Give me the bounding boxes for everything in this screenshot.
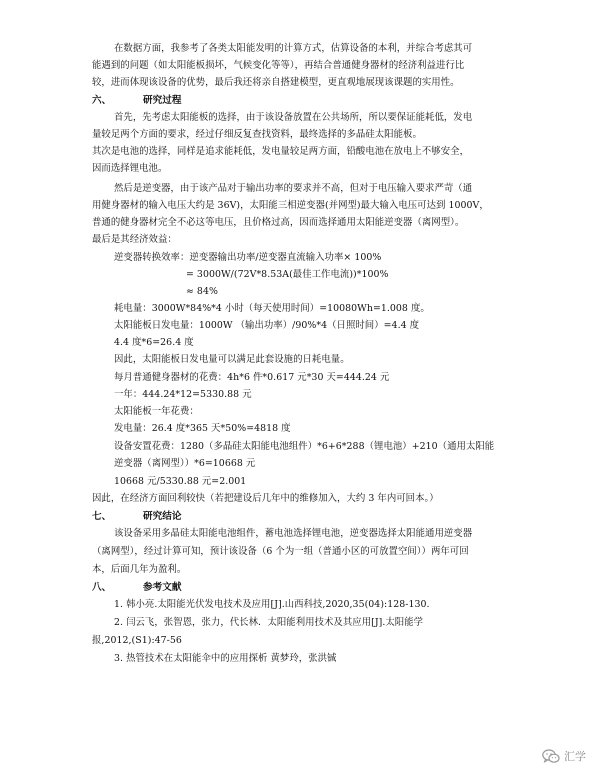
paragraph-line: 用健身器材的输入电压大约是 36V)，太阳能三相逆变器(并网型)最大输入电压可达到 1000V， [92, 200, 489, 211]
intro-line: 能遇到的问题（如太阳能板损坏，气候变化等等），再结合普通健身器材的经济利益进行比 [92, 60, 465, 71]
calc-line: 耗电量：3000W*84%*4 小时（每天使用时间）=10080Wh=1.008 度。 [114, 303, 430, 314]
section-number: 七、 [92, 511, 112, 522]
intro-line: 在数据方面，我参考了各类太阳能发明的计算方式，估算设备的本利，并综合考虑其可 [114, 43, 473, 54]
calc-line: 因此，在经济方面回利较快（若把建设后几年中的维修加入，大约 3 年内可回本。） [92, 493, 439, 504]
reference-item: 1. 韩小亮.太阳能光伏发电技术及应用[J].山西科技,2020,35(04):128-130. [114, 599, 430, 610]
calc-line: 发电量：26.4 度*365 天*50%=4818 度 [114, 423, 291, 434]
paragraph-line: 然后是逆变器，由于该产品对于输出功率的要求并不高，但对于电压输入要求严苛（通 [114, 183, 473, 194]
watermark-label: 汇学 [564, 750, 586, 763]
paragraph-line: 其次是电池的选择，同样是追求能耗低，发电量较足两方面，铅酸电池在放电上不够安全， [92, 146, 470, 157]
calc-line: = 3000W/(72V*8.53A(最佳工作电流))*100% [186, 269, 389, 280]
paragraph-line: 因而选择锂电池。 [92, 163, 168, 174]
calc-line: 逆变器（离网型））*6=10668 元 [114, 458, 256, 469]
paragraph-line: （离网型），经过计算可知，预计该设备（6 个为一组（普通小区的可放置空间））两年可回 [92, 546, 469, 557]
calc-line: ≈ 84% [186, 286, 218, 297]
calc-line: 每月普通健身器材的花费：4h*6 件*0.617 元*30 天=444.24 元 [114, 372, 390, 383]
wechat-icon [542, 749, 560, 764]
paragraph-line: 量较足两个方面的要求，经过仔细反复查找资料，最终选择的多晶硅太阳能板。 [92, 129, 422, 140]
calc-line: 太阳能板一年花费： [114, 406, 199, 417]
reference-item: 2. 闫云飞，张智恩，张力，代长林．太阳能利用技术及其应用[J].太阳能学 [114, 617, 424, 628]
section-heading: 参考文献 [143, 582, 182, 593]
paragraph-line: 普通的健身器材完全不必这等电压，且价格过高，因而选择通用太阳能逆变器（离网型）。 [92, 217, 465, 228]
calc-line: 太阳能板日发电量：1000W （输出功率）/90%*4（日照时间）=4.4 度 [114, 320, 420, 331]
section-number: 六、 [92, 95, 112, 106]
calc-line: 一年：444.24*12=5330.88 元 [114, 389, 252, 400]
section-heading: 研究结论 [143, 511, 182, 522]
paragraph-line: 最后是其经济效益： [92, 234, 177, 245]
section-heading: 研究过程 [143, 95, 182, 106]
reference-item: 3. 热管技术在太阳能伞中的应用探析 黄梦玲，张洪铖 [114, 653, 337, 664]
paragraph-line: 该设备采用多晶硅太阳能电池组件，蓄电池选择锂电池，逆变器选择太阳能通用逆变器 [114, 528, 473, 539]
calc-line: 10668 元/5330.88 元=2.001 [114, 476, 247, 487]
calc-line: 设备安置花费：1280（多晶硅太阳能电池组件）*6+6*288（锂电池）+210（通用太阳能 [114, 441, 495, 452]
calc-line: 4.4 度*6=26.4 度 [114, 337, 194, 348]
calc-line: 因此，太阳能板日发电量可以满足此套设施的日耗电量。 [114, 354, 350, 365]
intro-line: 较，进而体现该设备的优势，最后我还将亲自搭建模型，更直观地展现该课题的实用性。 [92, 77, 460, 88]
paragraph-line: 首先，先考虑太阳能板的选择，由于该设备放置在公共场所，所以要保证能耗低，发电 [114, 112, 473, 123]
calc-line: 逆变器转换效率：逆变器输出功率/逆变器直流输入功率× 100% [114, 252, 382, 263]
watermark [542, 748, 586, 764]
reference-item: 报,2012,(S1):47-56 [92, 635, 182, 646]
paragraph-line: 本，后面几年为盈利。 [92, 564, 187, 575]
section-number: 八、 [92, 582, 112, 593]
